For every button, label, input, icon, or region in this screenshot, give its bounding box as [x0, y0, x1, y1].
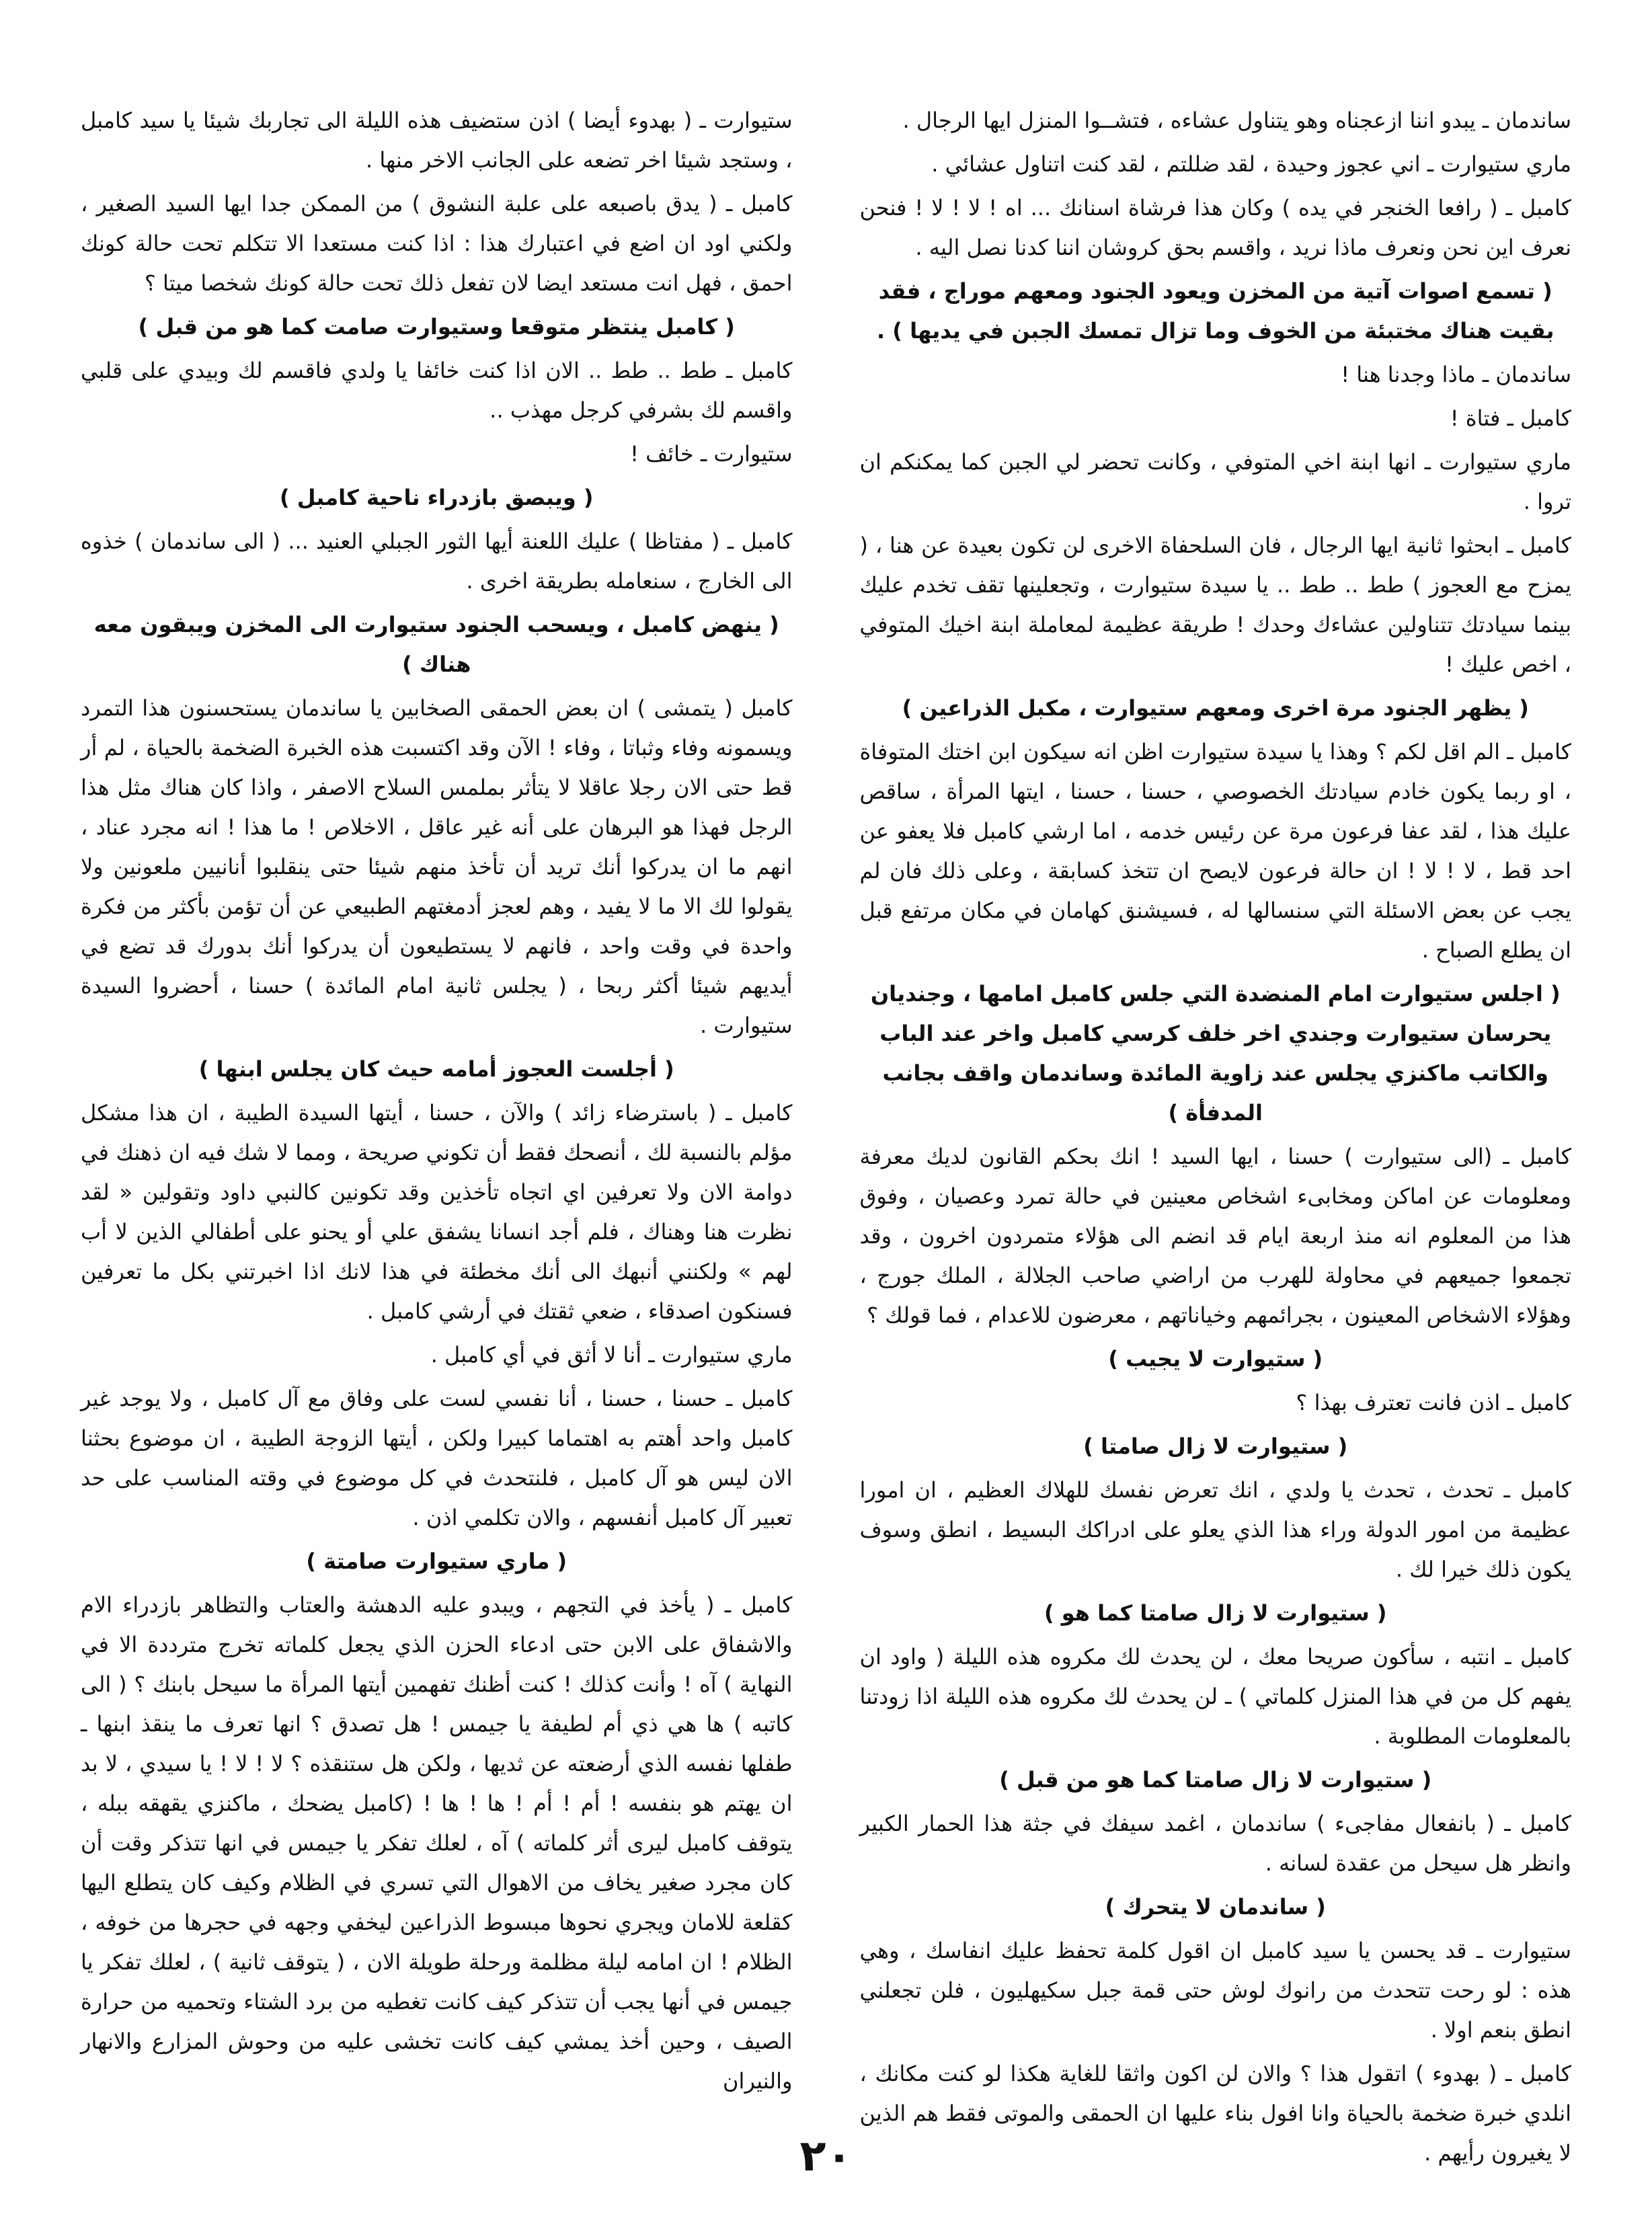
- left-column-stage-direction: ( ماري ستيوارت صامتة ): [306, 1548, 567, 1574]
- left-column-stage-direction: ( ويبصق بازدراء ناحية كامبل ): [279, 485, 594, 510]
- left-column: [81, 101, 793, 2152]
- right-column-stage-direction: ( ستيوارت لا زال صامتا كما هو ): [1044, 1600, 1387, 1626]
- right-column-dialogue-paragraph: كامبل ـ ( بانفعال مفاجىء ) ساندمان ، اغمد سيفك في جثة هذا الحمار الكبير وانظر هل سيحل من عقدة لسانه .: [859, 1811, 1571, 1876]
- right-column-dialogue-paragraph: كامبل ـ ( بهدوء ) اتقول هذا ؟ والان لن اكون واثقا للغاية هكذا لو كنت مكانك ، انلدي خبرة ضخمة بالحياة وانا افول بناء عليها ان الحمقى والموتى فقط هم الذين لا يغيرون رأيهم .: [859, 2061, 1571, 2166]
- right-column-dialogue-paragraph: ساندمان ـ ماذا وجدنا هنا !: [1341, 362, 1571, 387]
- left-column-dialogue-paragraph: ستيوارت ـ خائف !: [630, 441, 793, 467]
- right-column-dialogue-paragraph: كامبل ـ ابحثوا ثانية ايها الرجال ، فان السلحفاة الاخرى لن تكون بعيدة عن هنا ، ( يمزح مع العجوز ) طط .. طط .. يا سيدة ستيوارت ، وتجعلينها تقف تخدم عليك بينما سيادتك تتناولين عشاءك وحدك ! طريقة عظيمة لمعاملة ابنة اخيك المتوفي ، اخص عليك !: [859, 533, 1571, 677]
- right-column: [859, 101, 1572, 2166]
- left-column-dialogue-paragraph: كامبل ـ ( مفتاظا ) عليك اللعنة أيها الثور الجبلي العنيد ... ( الى ساندمان ) خذوه الى الخارج ، سنعامله بطريقة اخرى .: [81, 528, 793, 594]
- right-column-stage-direction: ( ستيوارت لا زال صامتا كما هو من قبل ): [999, 1767, 1432, 1793]
- right-column-dialogue-paragraph: كامبل ـ فتاة !: [1450, 405, 1571, 431]
- right-column-dialogue-paragraph: ماري ستيوارت ـ اني عجوز وحيدة ، لقد ضللتم ، لقد كنت اتناول عشائي .: [931, 151, 1571, 177]
- right-column-dialogue-paragraph: ماري ستيوارت ـ انها ابنة اخي المتوفي ، وكانت تحضر لي الجبن كما يمكنكم ان تروا .: [859, 449, 1571, 514]
- left-column-dialogue-paragraph: ستيوارت ـ ( بهدوء أيضا ) اذن ستضيف هذه الليلة الى تجاربك شيئا يا سيد كامبل ، وستجد شيئا اخر تضعه على الجانب الاخر منها .: [81, 108, 793, 173]
- right-column-stage-direction: ( ساندمان لا يتحرك ): [1105, 1894, 1326, 1920]
- left-column-dialogue-paragraph: ماري ستيوارت ـ أنا لا أثق في أي كامبل .: [430, 1342, 793, 1368]
- right-column-dialogue-paragraph: كامبل ـ ( رافعا الخنجر في يده ) وكان هذا فرشاة اسنانك ... اه ! لا ! لا ! فنحن نعرف اين نحن ونعرف ماذا نريد ، واقسم بحق كروشان اننا كدنا نصل اليه .: [859, 195, 1571, 260]
- right-column-dialogue-paragraph: كامبل ـ تحدث ، تحدث يا ولدي ، انك تعرض نفسك للهلاك العظيم ، ان امورا عظيمة من امور الدولة وراء هذا الذي يعلو على ادراكك البسيط ، انطق وسوف يكون ذلك خيرا لك .: [859, 1477, 1571, 1582]
- left-column-stage-direction: ( كامبل ينتظر متوقعا وستيوارت صامت كما هو من قبل ): [138, 314, 735, 340]
- right-column-dialogue-paragraph: كامبل ـ (الى ستيوارت ) حسنا ، ايها السيد ! انك بحكم القانون لديك معرفة ومعلومات عن اماكن ومخابىء اشخاص معينين في حالة تمرد وعصيان ، وفوق هذا من المعلوم انه منذ اربعة ايام قد انضم الى هؤلاء متمردون اخرون ، وقد تجمعوا جميعهم في محاولة للهرب من اراضي صاحب الجلالة ، الملك جورج ، وهؤلاء الاشخاص المعينون ، بجرائمهم وخياناتهم ، معرضون للاعدام ، فما قولك ؟: [859, 1144, 1571, 1328]
- right-column-dialogue-paragraph: كامبل ـ انتبه ، سأكون صريحا معك ، لن يحدث لك مكروه هذه الليلة ( واود ان يفهم كل من في هذا المنزل كلماتي ) ـ لن يحدث لك مكروه هذه الليلة اذا زودتنا بالمعلومات المطلوبة .: [859, 1644, 1571, 1749]
- right-column-stage-direction: ( ستيوارت لا زال صامتا ): [1083, 1434, 1348, 1459]
- left-column-dialogue-paragraph: كامبل ـ ( يدق باصبعه على علبة النشوق ) من الممكن جدا ايها السيد الصغير ، ولكني اود ان اضع في اعتبارك هذا : اذا كنت مستعدا الا تتكلم تحت حالة كونك احمق ، فهل انت مستعد ايضا لان تفعل ذلك تحت حالة كونك شخصا ميتا ؟: [81, 191, 793, 296]
- right-column-dialogue-paragraph: كامبل ـ الم اقل لكم ؟ وهذا يا سيدة ستيوارت اظن انه سيكون ابن اختك المتوفاة ، او ربما يكون خادم سيادتك الخصوصي ، حسنا ، حسنا ، ايتها المرأة ، ساقص عليك هذا ، لقد عفا فرعون مرة عن رئيس خدمه ، اما ارشي كامبل فلا يعفو عن احد قط ، لا ! لا ! ان حالة فرعون لايصح ان تتخذ كسابقة ، وعلى ذلك فان لم يجب عن بعض الاسئلة التي سنسالها له ، فسيشنق كهامان في مكان مرتفع قبل ان يطلع الصباح .: [859, 739, 1571, 963]
- right-column-stage-direction: ( اجلس ستيوارت امام المنضدة التي جلس كامبل امامها ، وجنديان يحرسان ستيوارت وجندي اخر خلف كرسي كامبل واخر عند الباب والكاتب ماكنزي يجلس عند زاوية المائدة وساندمان واقف بجانب المدفأة ): [870, 981, 1561, 1126]
- right-column-stage-direction: ( ستيوارت لا يجيب ): [1108, 1346, 1323, 1372]
- left-column-dialogue-paragraph: كامبل ـ ( يأخذ في التجهم ، ويبدو عليه الدهشة والعتاب والتظاهر بازدراء الام والاشفاق على الابن حتى ادعاء الحزن الذي يجعل كلماته تخرج مترددة الا في النهاية ) آه ! وأنت كذلك ! كنت أظنك تفهمين أيتها المرأة ما سيحل بابنك ؟ ( الى كاتبه ) ها هي ذي أم لطيفة يا جيمس ! هل تصدق ؟ انها تعرف ما ينقذ ابنها ـ طفلها نفسه الذي أرضعته عن ثديها ، ولكن هل ستنقذه ؟ لا ! لا ! يا سيدي ، لا بد ان يهتم هو بنفسه ! أم ! أم ! ها ! ها ! (كامبل يضحك ، ماكنزي يقهقه ببله ، يتوقف كامبل ليرى أثر كلماته ) آه ، لعلك تفكر يا جيمس في انها تتذكر وقت أن كان مجرد صغير يخاف من الاهوال التي تسري في الظلام وكيف كان يتطلع اليها كقلعة للامان ويجري نحوها مبسوط الذراعين ليخفي وجهه في حجرها من خوفه ، الظلام ! ان امامه ليلة مظلمة ورحلة طويلة الان ، ( يتوقف ثانية ) ، لعلك تفكر يا جيمس في أنها يجب أن تتذكر كيف كانت تغطيه من برد الشتاء وتحميه من حرارة الصيف ، وحين أخذ يمشي كيف كانت تخشى عليه من وحوش المزارع والانهار والنيران: [81, 1592, 793, 2094]
- left-column-dialogue-paragraph: كامبل ـ ( باسترضاء زائد ) والآن ، حسنا ، أيتها السيدة الطيبة ، ان هذا مشكل مؤلم بالنسبة لك ، أنصحك فقط أن تكوني صريحة ، ومما لا شك فيه ان ذهنك في دوامة الان ولا تعرفين اي اتجاه تأخذين وقد تكونين كالنبي داود وتقولين « لقد نظرت هنا وهناك ، فلم أجد انسانا يشفق علي أو يحنو على أطفالي الذين لا أب لهم » ولكنني أنبهك الى أنك مخطئة في هذا لانك اذا اخبرتني بكل ما تعرفين فسنكون اصدقاء ، ضعي ثقتك في أرشي كامبل .: [81, 1100, 793, 1324]
- page-number: ٢٠: [799, 2131, 853, 2181]
- left-column-dialogue-paragraph: كامبل ( يتمشى ) ان بعض الحمقى الصخابين يا ساندمان يستحسنون هذا التمرد ويسمونه وفاء وثباتا ، وفاء ! الآن وقد اكتسبت هذه الخبرة الضخمة بالحياة ، لم أر قط حتى الان رجلا عاقلا لا يتأثر بملمس السلاح الاصفر ، واذا كان هناك مثل هذا الرجل فهذا هو البرهان على أنه غير عاقل ، الاخلاص ! ما هذا ! انه مجرد عناد ، انهم ما ان يدركوا أنك تريد أن تأخذ منهم شيئا حتى ينقلبوا أنانيين ملعونين ولا يقولوا لك الا ما لا يفيد ، وهم لعجز أدمغتهم الطبيعي عن أن تؤمن بأكثر من فكرة واحدة في وقت واحد ، فانهم لا يستطيعون أن يدركوا أنك بدورك قد تضع في أيديهم شيئا أكثر ربحا ، ( يجلس ثانية امام المائدة ) حسنا ، أحضروا السيدة ستيوارت .: [81, 695, 793, 1038]
- right-column-stage-direction: ( تسمع اصوات آتية من المخزن ويعود الجنود ومعهم موراج ، فقد بقيت هناك مختبئة من الخوف وما تزال تمسك الجبن في يديها ) .: [877, 278, 1555, 344]
- right-column-dialogue-paragraph: كامبل ـ اذن فانت تعترف بهذا ؟: [1296, 1390, 1571, 1415]
- left-column-stage-direction: ( ينهض كامبل ، ويسحب الجنود ستيوارت الى المخزن ويبقون معه هناك ): [93, 612, 779, 677]
- left-column-dialogue-paragraph: كامبل ـ حسنا ، حسنا ، أنا نفسي لست على وفاق مع آل كامبل ، ولا يوجد غير كامبل واحد أهتم به اهتماما كبيرا ولكن ، أيتها الزوجة الطيبة ، ان موضوع بحثنا الان ليس هو آل كامبل ، فلنتحدث في كل موضوع في وقته المناسب على حد تعبير آل كامبل أنفسهم ، والان تكلمي اذن .: [81, 1386, 793, 1530]
- right-column-dialogue-paragraph: ساندمان ـ يبدو اننا ازعجناه وهو يتناول عشاءه ، فتشــوا المنزل ايها الرجال .: [902, 108, 1571, 133]
- right-column-dialogue-paragraph: ستيوارت ـ قد يحسن يا سيد كامبل ان اقول كلمة تحفظ عليك انفاسك ، وهي هذه : لو رحت تتحدث من رانوك لوش حتى قمة جبل سكيهليون ، فلن تجعلني انطق بنعم اولا .: [859, 1938, 1571, 2043]
- left-column-dialogue-paragraph: كامبل ـ طط .. طط .. الان اذا كنت خائفا يا ولدي فاقسم لك وبيدي على قلبي واقسم لك بشرفي كرجل مهذب ..: [81, 358, 793, 423]
- left-column-stage-direction: ( أجلست العجوز أمامه حيث كان يجلس ابنها ): [198, 1056, 674, 1082]
- right-column-stage-direction: ( يظهر الجنود مرة اخرى ومعهم ستيوارت ، مكبل الذراعين ): [902, 695, 1529, 721]
